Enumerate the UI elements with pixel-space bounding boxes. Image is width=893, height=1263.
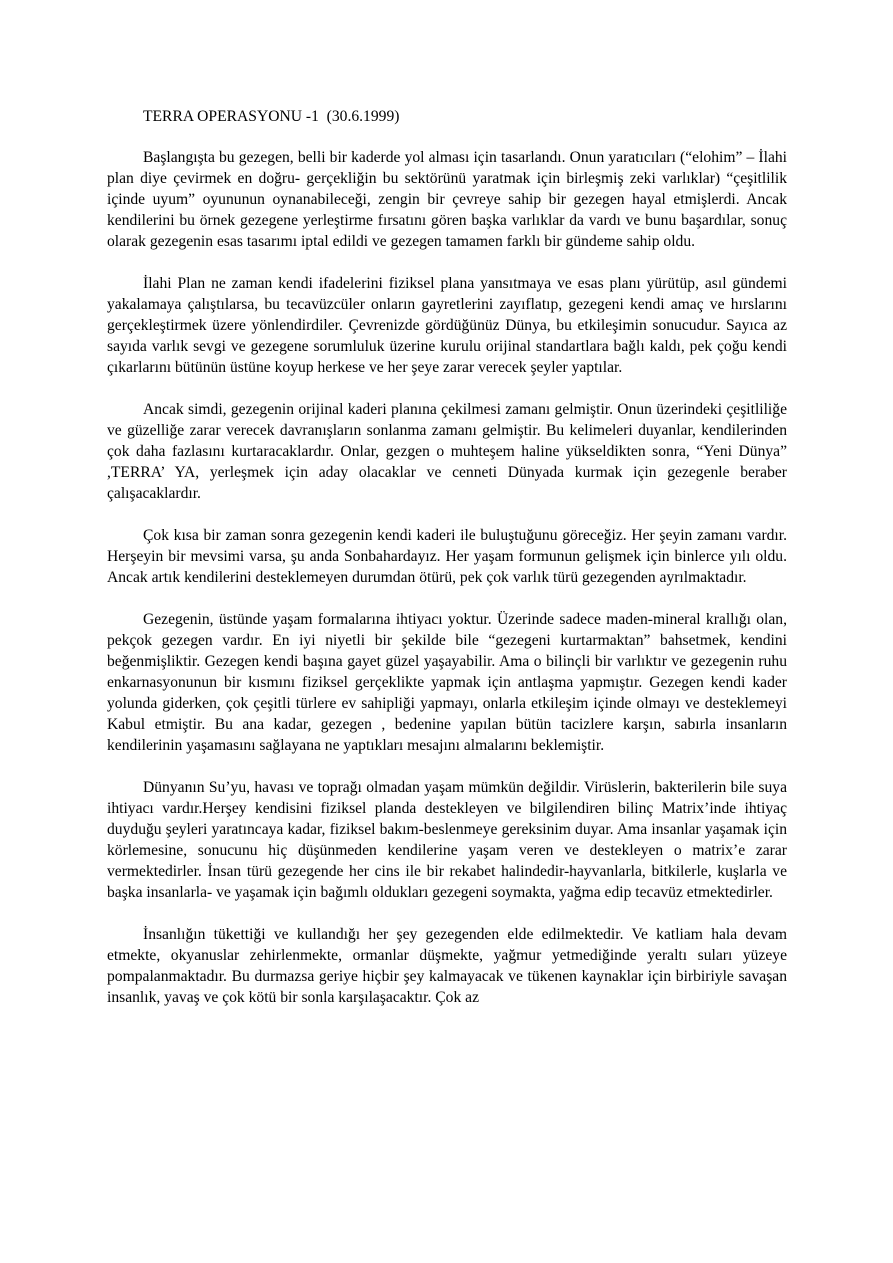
- paragraph-5: Gezegenin, üstünde yaşam formalarına ihtiyacı yoktur. Üzerinde sadece maden-mineral krallığı olan, pekçok gezegen vardır. En iyi niyetli bir şekilde bile “gezegeni kurtarmaktan” bahsetmek, kendini beğenmişliktir. Gezegen kendi başına gayet güzel yaşayabilir. Ama o bilinçli bir varlıktır ve gezegenin ruhu enkarnasyonunun bir kısmını fiziksel gerçeklikte yapmak için antlaşma yapmıştır. Gezegen kendi kader yolunda giderken, çok çeşitli türlere ev sahipliği yapmayı, onlarla etkileşim içinde olmayı ve desteklemeyi Kabul etmiştir. Bu ana kadar, gezegen , bedenine yapılan bütün tacizlere karşın, sabırla insanların kendilerinin yaşamasını sağlayana ne yaptıkları mesajını almalarını beklemiştir.: [107, 611, 787, 754]
- paragraph-4: Çok kısa bir zaman sonra gezegenin kendi kaderi ile buluştuğunu göreceğiz. Her şeyin zamanı vardır. Herşeyin bir mevsimi varsa, şu anda Sonbahardayız. Her yaşam formunun gelişmek için binlerce yılı oldu. Ancak artık kendilerini desteklemeyen durumdan ötürü, pek çok varlık türü gezegenden ayrılmaktadır.: [107, 527, 787, 586]
- paragraph-2: İlahi Plan ne zaman kendi ifadelerini fiziksel plana yansıtmaya ve esas planı yürütüp, asıl gündemi yakalamaya çalıştılarsa, bu tecavüzcüler onların gayretlerini zayıflatıp, gezegeni kendi amaç ve hırslarını gerçekleştirmek üzere yönlendirdiler. Çevrenizde gördüğünüz Dünya, bu etkileşimin sonucudur. Sayıca az sayıda varlık sevgi ve gezegene sorumluluk üzerine kurulu orijinal standartlara bağlı kaldı, pek çoğu kendi çıkarlarını bütünün üstüne koyup herkese ve her şeye zarar verecek şeyler yaptılar.: [107, 275, 787, 376]
- paragraph-1: Başlangışta bu gezegen, belli bir kaderde yol alması için tasarlandı. Onun yaratıcıları (“elohim” – İlahi plan diye çevirmek en doğru- gerçekliğin bu sektörünü yaratmak için birleşmiş zeki varlıklar) “çeşitlilik içinde uyum” oyununun oynanabileceği, zengin bir çevreye sahip bir gezegen hayal etmişlerdi. Ancak kendilerini bu örnek gezegene yerleştirme fırsatını gören başka varlıklar da vardı ve bunu başardılar, sonuç olarak gezegenin esas tasarımı iptal edildi ve gezegen tamamen farklı bir gündeme sahip oldu.: [107, 149, 787, 250]
- paragraph-7: İnsanlığın tükettiği ve kullandığı her şey gezegenden elde edilmektedir. Ve katliam hala devam etmekte, okyanuslar zehirlenmekte, ormanlar düşmekte, yağmur yetmediğinde yeraltı suları yüzeye pompalanmaktadır. Bu durmazsa geriye hiçbir şey kalmayacak ve tükenen kaynaklar için birbiriyle savaşan insanlık, yavaş ve çok kötü bir sonla karşılaşacaktır. Çok az: [107, 926, 787, 1006]
- paragraph-3: Ancak simdi, gezegenin orijinal kaderi planına çekilmesi zamanı gelmiştir. Onun üzerindeki çeşitliliğe ve güzelliğe zarar verecek davranışların sonlanma zamanı gelmiştir. Bu kelimeleri duyanlar, kendilerinden çok daha fazlasını kurtaracaklardır. Onlar, gezgen o muhteşem haline yükseldikten sonra, “Yeni Dünya” ,TERRA’ YA, yerleşmek için aday olacaklar ve cenneti Dünyada kurmak için gezegenle beraber çalışacaklardır.: [107, 401, 787, 502]
- document-page: [107, 106, 787, 1008]
- document-title: TERRA OPERASYONU -1 (30.6.1999): [143, 108, 400, 125]
- paragraph-6: Dünyanın Su’yu, havası ve toprağı olmadan yaşam mümkün değildir. Virüslerin, bakterilerin bile suya ihtiyacı vardır.Herşey kendisini fiziksel planda destekleyen ve bilgilendiren bilinç Matrix’inde ihtiyaç duyduğu şeyleri yaratıncaya kadar, fiziksel bakım-beslenmeye gereksinim duyar. Ama insanlar yaşamak için körlemesine, sonucunu hiç düşünmeden kendilerine yaşam veren ve destekleyen o matrix’e zarar vermektedirler. İnsan türü gezegende her cins ile bir rekabet halindedir-hayvanlarla, bitkilerle, kuşlarla ve başka insanlarla- ve yaşamak için bağımlı oldukları gezegeni soymakta, yağma edip tecavüz etmektedirler.: [107, 779, 787, 901]
